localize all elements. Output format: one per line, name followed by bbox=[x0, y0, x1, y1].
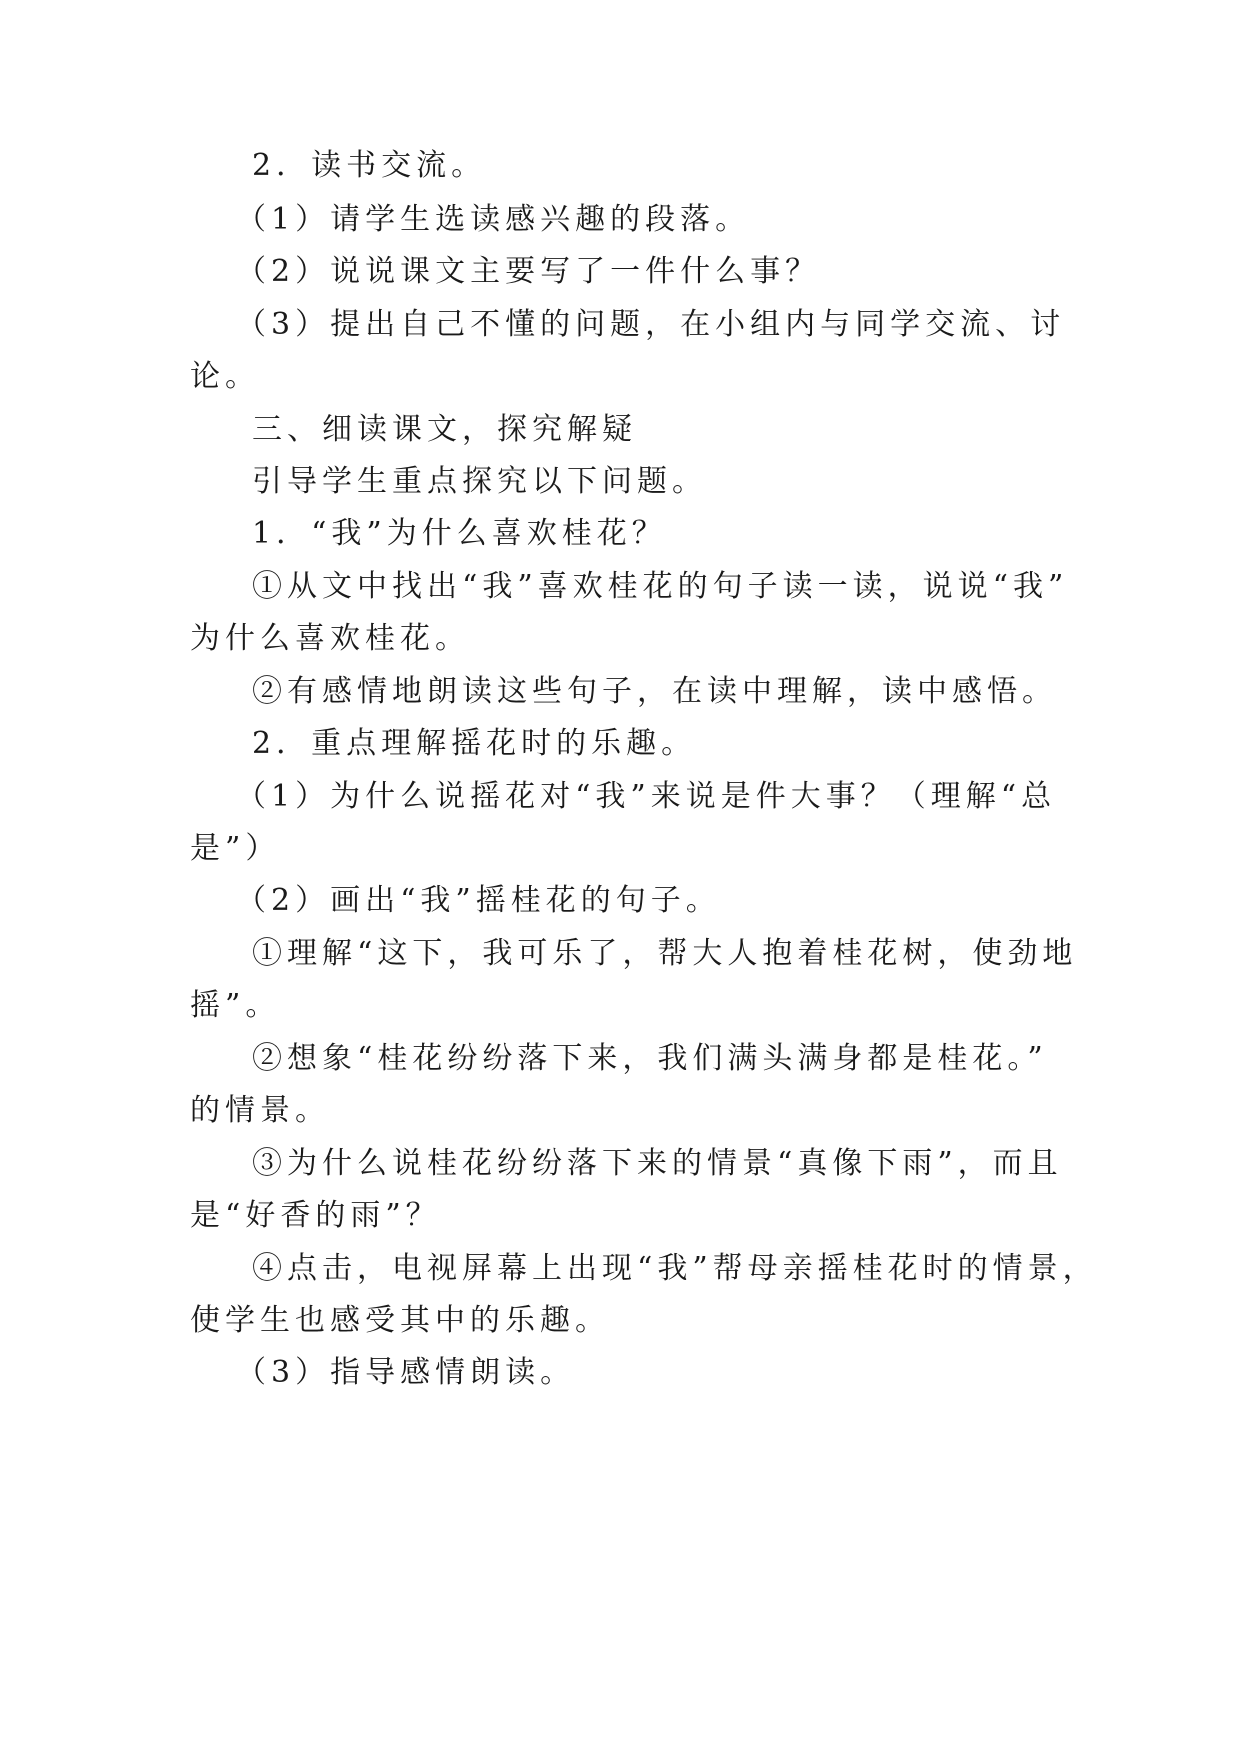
item-1-why-osmanthus: 1．“我”为什么喜欢桂花？ bbox=[252, 516, 667, 551]
guide-paragraph: 引导学生重点探究以下问题。 bbox=[252, 464, 707, 499]
sub-item-3-questions-cont: 论。 bbox=[190, 359, 260, 394]
point-4-click-screen: ④点击，电视屏幕上出现“我”帮母亲摇桂花时的情景， bbox=[252, 1251, 1098, 1286]
sub-item-3-questions: （3）提出自己不懂的问题，在小组内与同学交流、讨 bbox=[236, 307, 1066, 342]
point-1-find-sentences-cont: 为什么喜欢桂花。 bbox=[190, 621, 470, 656]
point-2-imagine-cont: 的情景。 bbox=[190, 1093, 330, 1128]
point-1-find-sentences: ①从文中找出“我”喜欢桂花的句子读一读，说说“我” bbox=[252, 569, 1069, 604]
point-2-read-aloud: ②有感情地朗读这些句子，在读中理解，读中感悟。 bbox=[252, 674, 1057, 709]
sub-item-3-guided-reading: （3）指导感情朗读。 bbox=[236, 1355, 576, 1390]
point-1-understand-cont: 摇”。 bbox=[190, 988, 281, 1023]
point-4-click-screen-cont: 使学生也感受其中的乐趣。 bbox=[190, 1303, 610, 1338]
point-1-understand: ①理解“这下，我可乐了，帮大人抱着桂花树，使劲地 bbox=[252, 936, 1078, 971]
point-2-imagine: ②想象“桂花纷纷落下来，我们满头满身都是桂花。” bbox=[252, 1041, 1048, 1076]
section-heading-3: 三、细读课文，探究解疑 bbox=[252, 412, 637, 447]
item-2-shaking-fun: 2．重点理解摇花时的乐趣。 bbox=[252, 726, 697, 761]
point-3-why-rain: ③为什么说桂花纷纷落下来的情景“真像下雨”，而且 bbox=[252, 1146, 1063, 1181]
sub-item-2-main-event: （2）说说课文主要写了一件什么事？ bbox=[236, 254, 821, 289]
sub-item-1-big-event-cont: 是”） bbox=[190, 831, 281, 866]
sub-item-1-choose-paragraph: （1）请学生选读感兴趣的段落。 bbox=[236, 202, 751, 237]
item-2-reading-exchange: 2．读书交流。 bbox=[252, 148, 487, 183]
sub-item-1-big-event: （1）为什么说摇花对“我”来说是件大事？（理解“总 bbox=[236, 779, 1057, 814]
sub-item-2-draw-sentences: （2）画出“我”摇桂花的句子。 bbox=[236, 883, 721, 918]
point-3-why-rain-cont: 是“好香的雨”？ bbox=[190, 1198, 441, 1233]
